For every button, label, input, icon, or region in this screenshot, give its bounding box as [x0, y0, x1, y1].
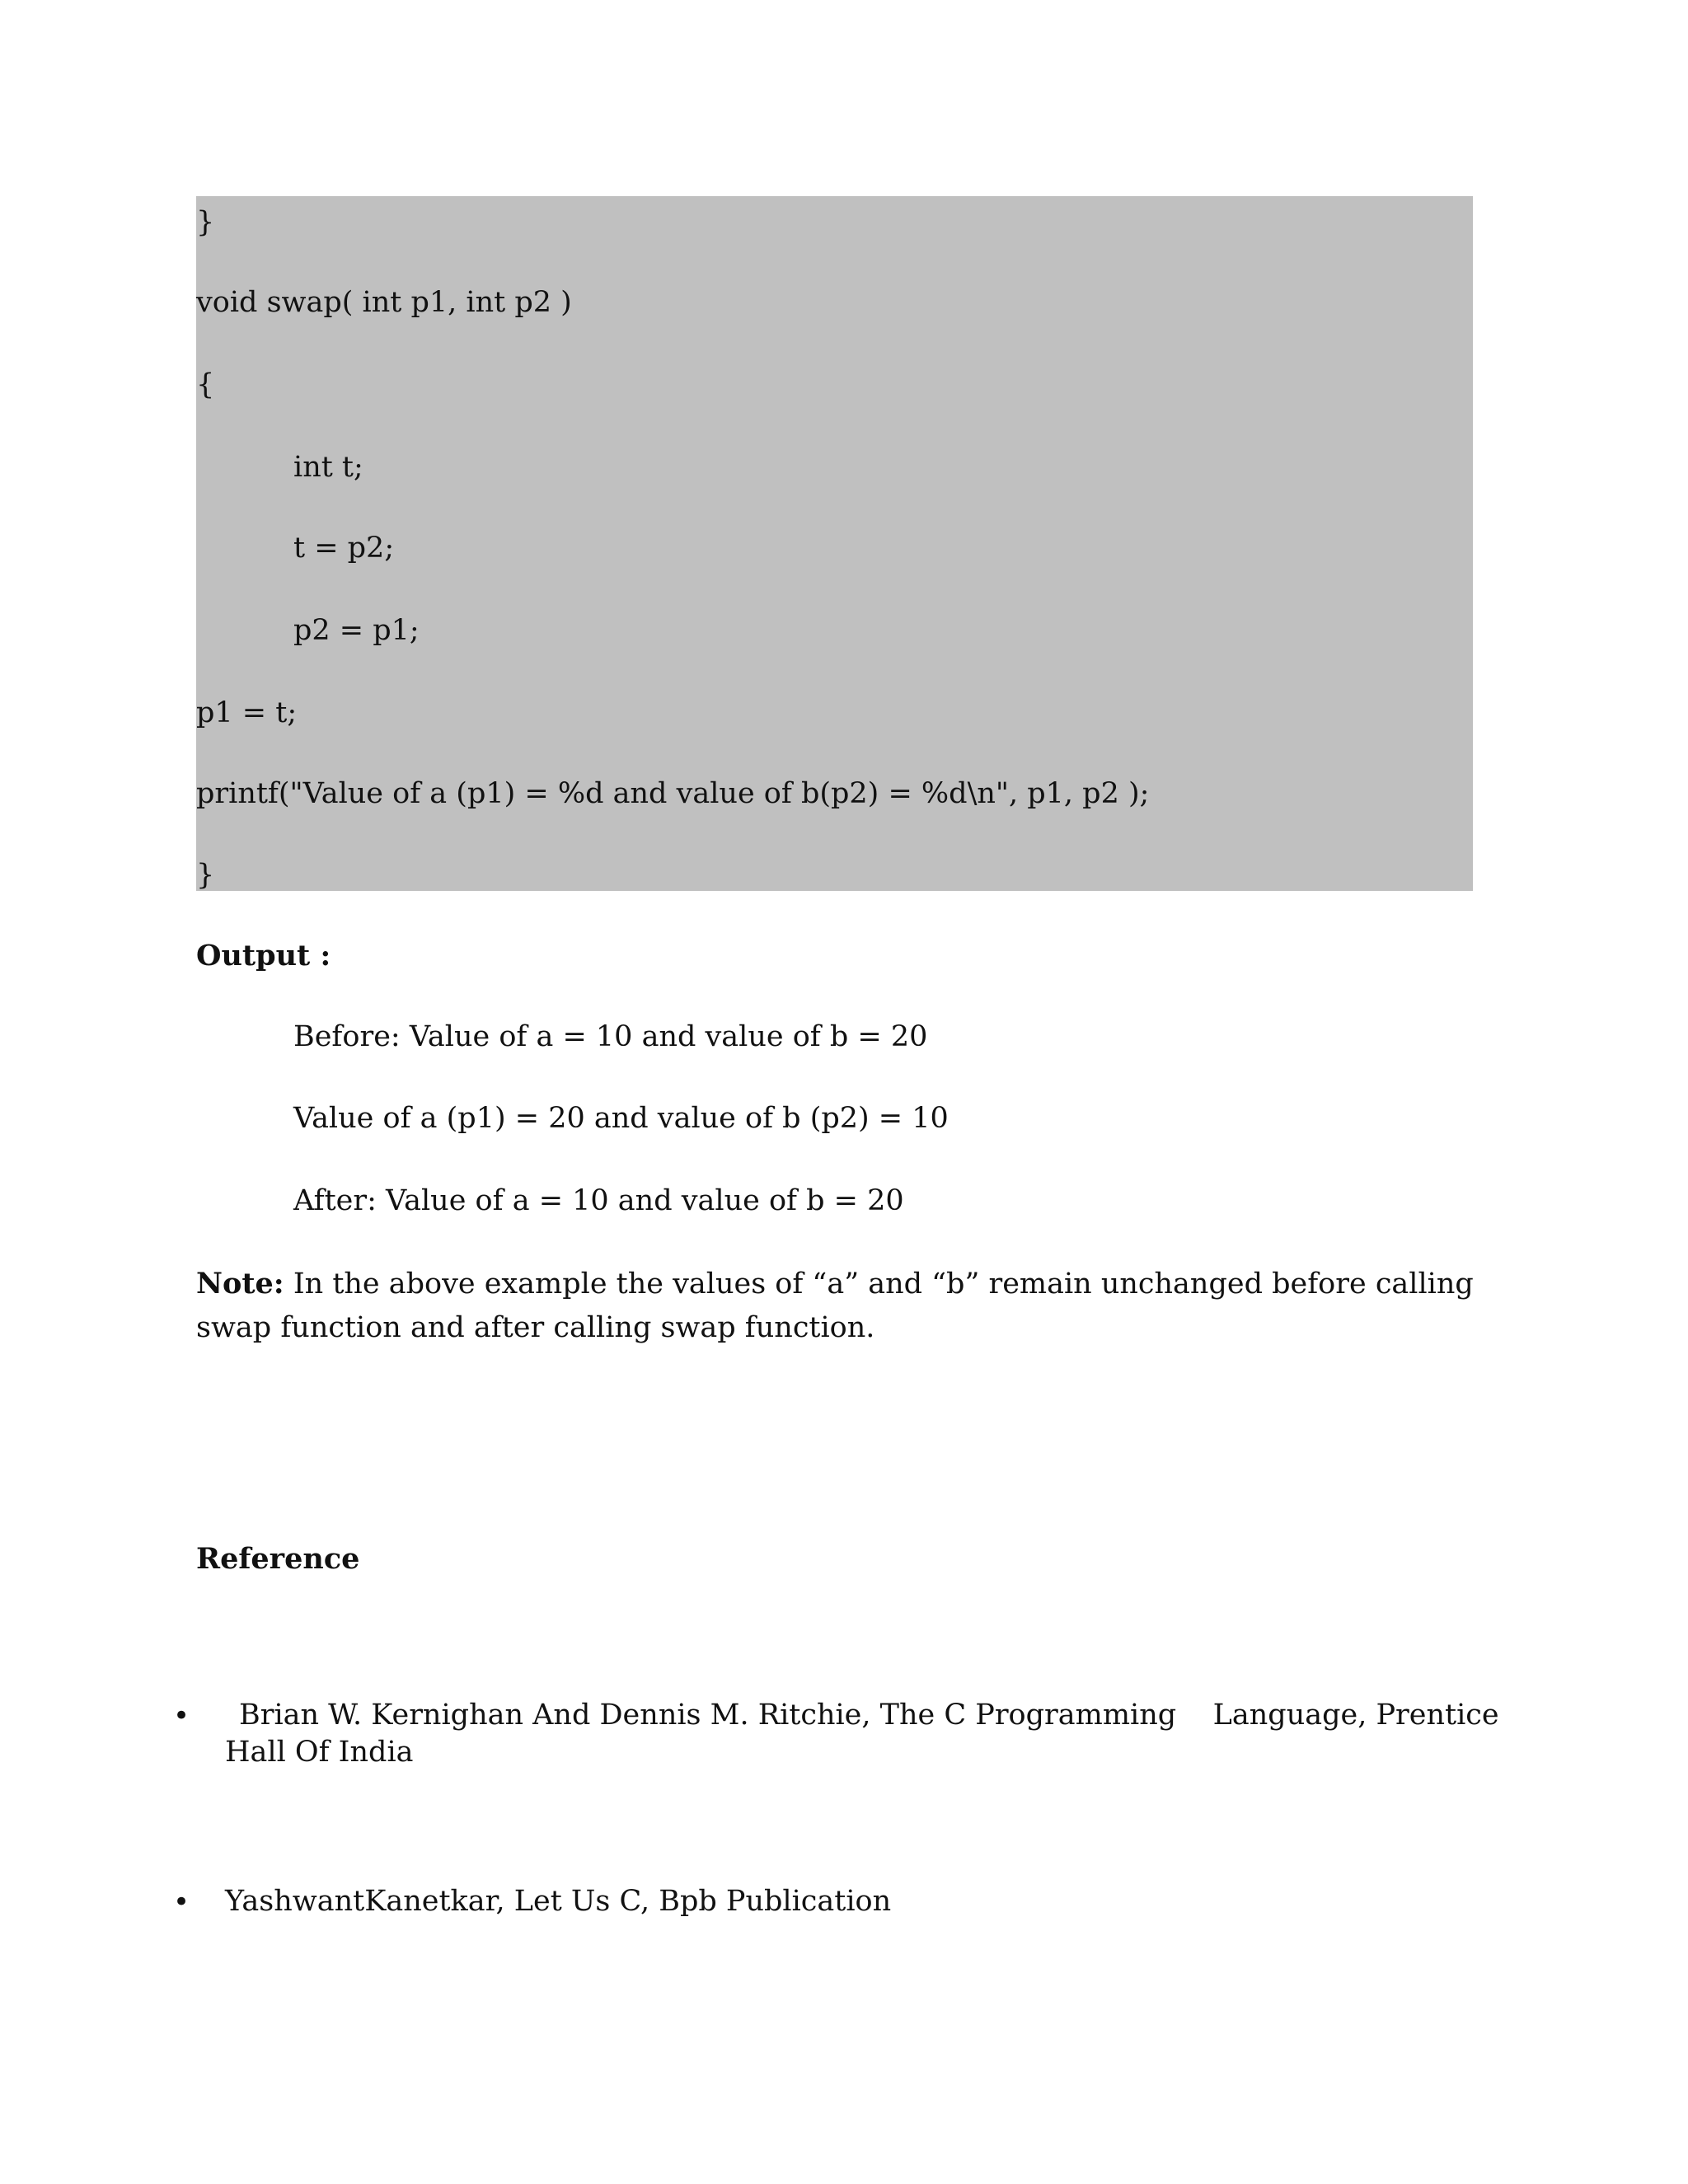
note-label: Note: — [196, 1267, 284, 1301]
code-printf: printf("Value of a (p1) = %d and value of b(p2) = %d\n", p1, p2 ); — [196, 777, 1150, 810]
code-close-brace-top: } — [196, 206, 215, 239]
reference-item-2: YashwantKanetkar, Let Us C, Bpb Publication — [225, 1885, 892, 1918]
note-line-2: swap function and after calling swap function. — [196, 1311, 875, 1344]
code-assign-p1: p1 = t; — [196, 696, 298, 729]
code-close-brace-bottom: } — [196, 859, 215, 892]
reference-heading: Reference — [196, 1542, 360, 1576]
output-line-before: Before: Value of a = 10 and value of b = 20 — [293, 1020, 928, 1053]
output-line-swap: Value of a (p1) = 20 and value of b (p2) = 10 — [293, 1102, 949, 1135]
code-open-brace: { — [196, 368, 215, 401]
code-assign-p2: p2 = p1; — [293, 614, 420, 647]
output-line-after: After: Value of a = 10 and value of b = 20 — [293, 1184, 904, 1217]
reference-item-1-line-1: Brian W. Kernighan And Dennis M. Ritchie, The C Programming Language, Prentice — [239, 1699, 1499, 1732]
reference-bullet-2: • — [173, 1886, 190, 1919]
output-heading: Output : — [196, 939, 331, 972]
note-text-1: In the above example the values of “a” and “b” remain unchanged before calling — [284, 1268, 1474, 1301]
code-assign-t: t = p2; — [293, 532, 395, 565]
reference-item-1-line-2: Hall Of India — [225, 1736, 414, 1769]
reference-bullet-1: • — [173, 1699, 190, 1732]
code-function-signature: void swap( int p1, int p2 ) — [196, 286, 572, 319]
code-decl-t: int t; — [293, 451, 363, 484]
note-line-1 — [196, 1269, 1474, 1299]
